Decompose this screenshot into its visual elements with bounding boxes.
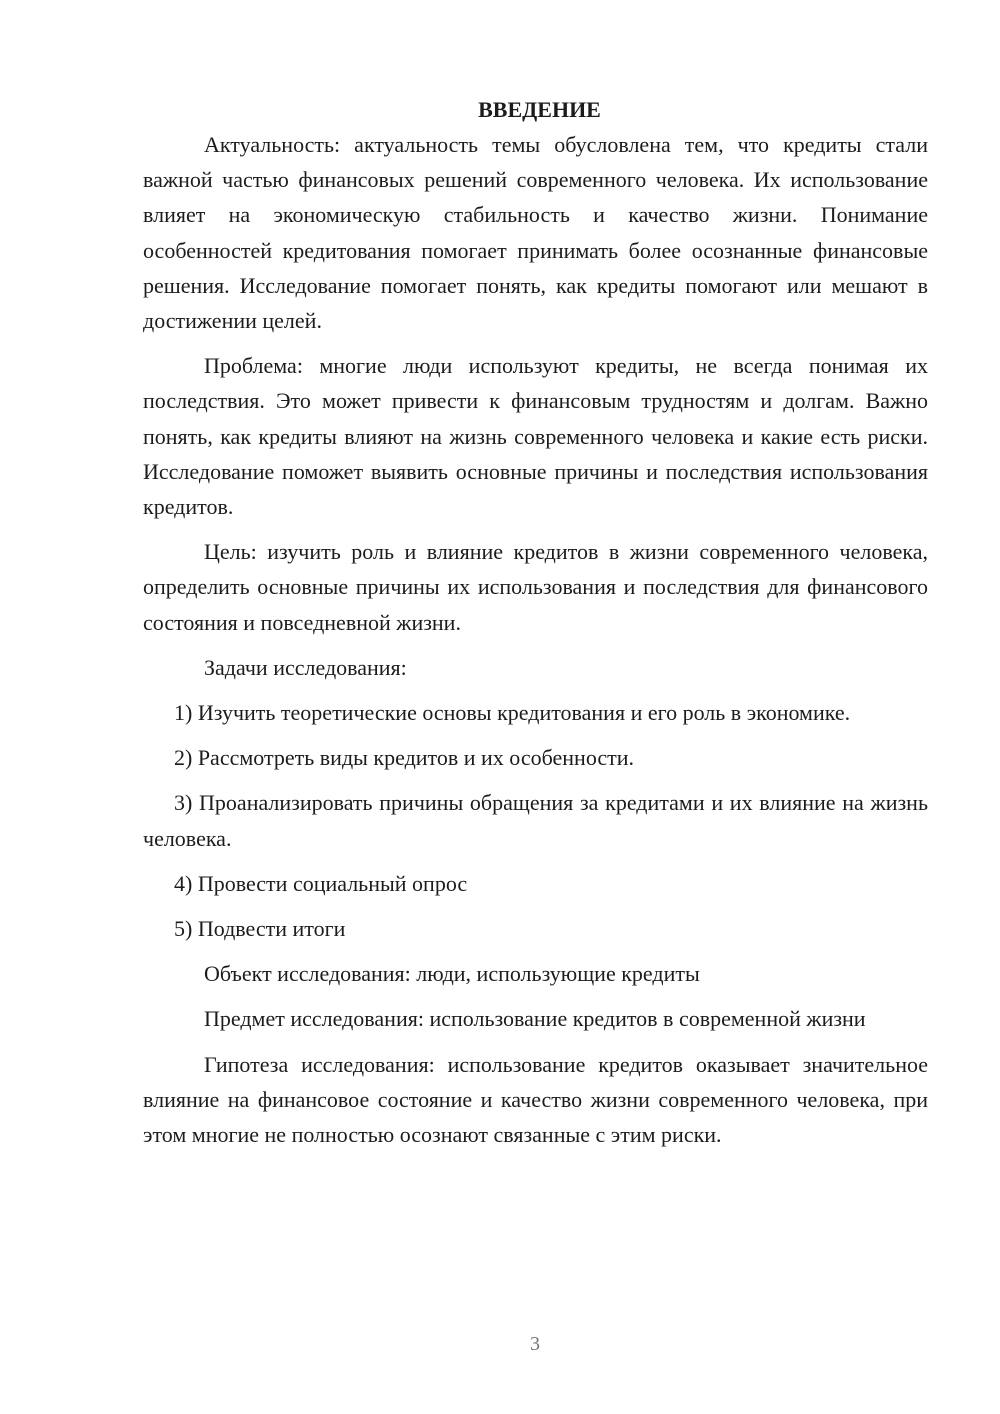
page-title: ВВЕДЕНИЕ xyxy=(478,97,601,122)
task-item-4: 4) Провести социальный опрос xyxy=(174,870,468,896)
task-item-1: 1) Изучить теоретические основы кредитования и его роль в экономике. xyxy=(174,700,851,726)
page-number: 3 xyxy=(530,1333,540,1355)
problem-paragraph: Проблема: многие люди используют кредиты, не всегда понимая их последствия. Это может привести к финансовым трудностям и долгам. Важно понять, как кредиты влияют на жизнь современного человека и какие есть риски. Исследование поможет выявить основные причины и последствия использования кредитов. xyxy=(143,353,928,520)
subject-paragraph: Предмет исследования: использование кредитов в современной жизни xyxy=(204,1006,866,1032)
hypothesis-paragraph: Гипотеза исследования: использование кредитов оказывает значительное влияние на финансовое состояние и качество жизни современного человека, при этом многие не полностью осознают связанные с этим риски. xyxy=(143,1051,928,1148)
tasks-heading: Задачи исследования: xyxy=(204,654,407,680)
document-body xyxy=(143,92,928,1152)
task-item-3: 3) Проанализировать причины обращения за кредитами и их влияние на жизнь человека. xyxy=(143,790,928,851)
goal-paragraph: Цель: изучить роль и влияние кредитов в жизни современного человека, определить основные причины их использования и последствия для финансового состояния и повседневной жизни. xyxy=(143,539,928,635)
relevance-paragraph: Актуальность: актуальность темы обусловлена тем, что кредиты стали важной частью финансовых решений современного человека. Их использование влияет на экономическую стабильность и качество жизни. Понимание особенностей кредитования помогает принимать более осознанные финансовые решения. Исследование помогает понять, как кредиты помогают или мешают в достижении целей. xyxy=(143,132,928,334)
task-item-5: 5) Подвести итоги xyxy=(174,916,346,942)
task-item-2: 2) Рассмотреть виды кредитов и их особенности. xyxy=(174,745,635,771)
object-paragraph: Объект исследования: люди, использующие кредиты xyxy=(204,961,700,987)
